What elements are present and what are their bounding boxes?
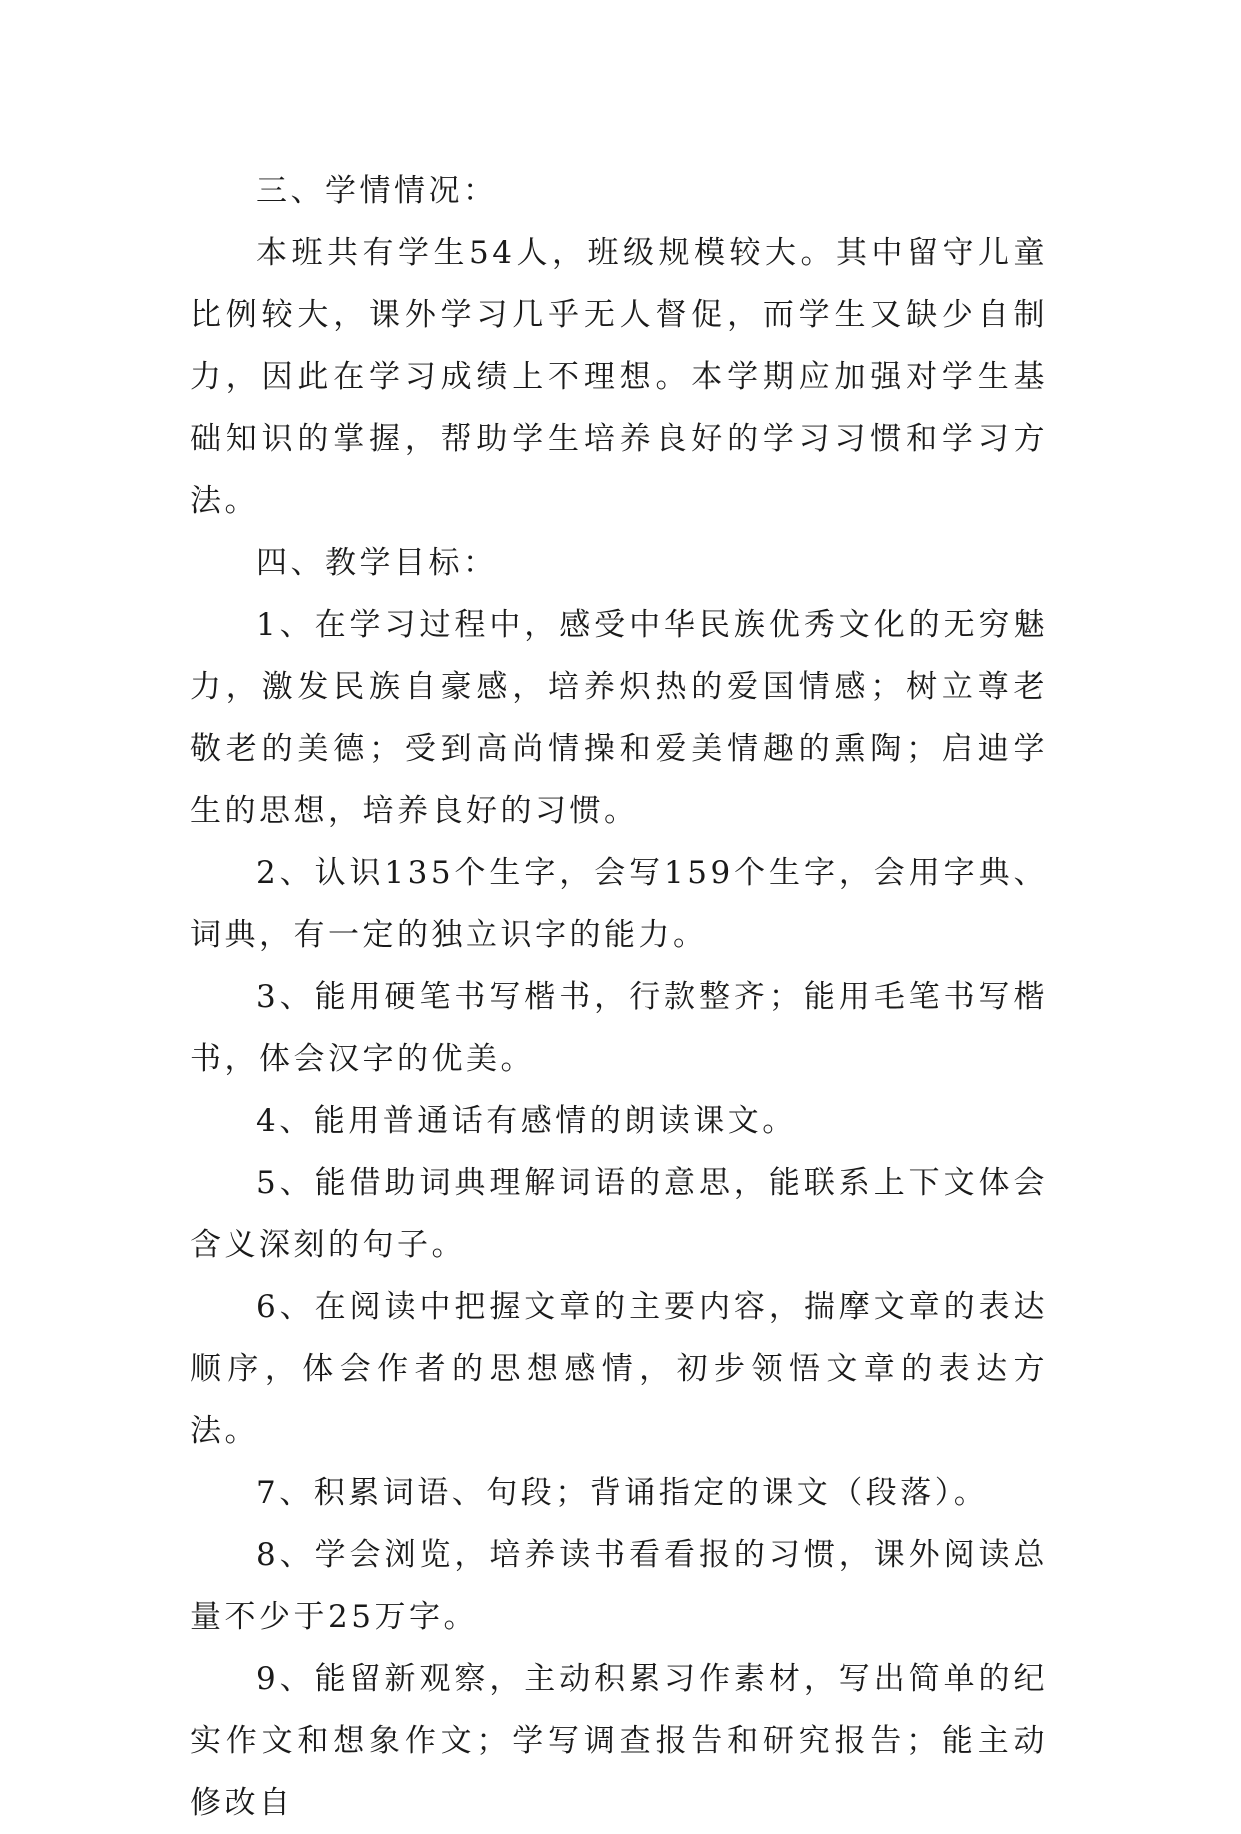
goal-item-3: 3、能用硬笔书写楷书，行款整齐；能用毛笔书写楷书，体会汉字的优美。	[190, 979, 1048, 1077]
section-heading-teaching-goals: 四、教学目标：	[256, 545, 498, 581]
section-heading-learning-situation: 三、学情情况：	[256, 173, 498, 209]
goal-item-7: 7、积累词语、句段；背诵指定的课文（段落）。	[256, 1475, 989, 1511]
paragraph-learning-situation: 本班共有学生54人，班级规模较大。其中留守儿童比例较大，课外学习几乎无人督促，而学生又缺少自制力，因此在学习成绩上不理想。本学期应加强对学生基础知识的掌握，帮助学生培养良好的学习习惯和学习方法。	[190, 235, 1048, 519]
goal-item-8: 8、学会浏览，培养读书看看报的习惯，课外阅读总量不少于25万字。	[190, 1537, 1048, 1635]
goal-item-4: 4、能用普通话有感情的朗读课文。	[256, 1103, 797, 1139]
goal-item-9: 9、能留新观察，主动积累习作素材，写出简单的纪实作文和想象作文；学写调查报告和研究报告；能主动修改自	[190, 1661, 1048, 1821]
document-page	[190, 160, 1048, 1834]
goal-item-2: 2、认识135个生字，会写159个生字，会用字典、词典，有一定的独立识字的能力。	[190, 855, 1048, 953]
goal-item-1: 1、在学习过程中，感受中华民族优秀文化的无穷魅力，激发民族自豪感，培养炽热的爱国情感；树立尊老敬老的美德；受到高尚情操和爱美情趣的熏陶；启迪学生的思想，培养良好的习惯。	[190, 607, 1048, 829]
goal-item-6: 6、在阅读中把握文章的主要内容，揣摩文章的表达顺序，体会作者的思想感情，初步领悟文章的表达方法。	[190, 1289, 1048, 1449]
goal-item-5: 5、能借助词典理解词语的意思，能联系上下文体会含义深刻的句子。	[190, 1165, 1048, 1263]
